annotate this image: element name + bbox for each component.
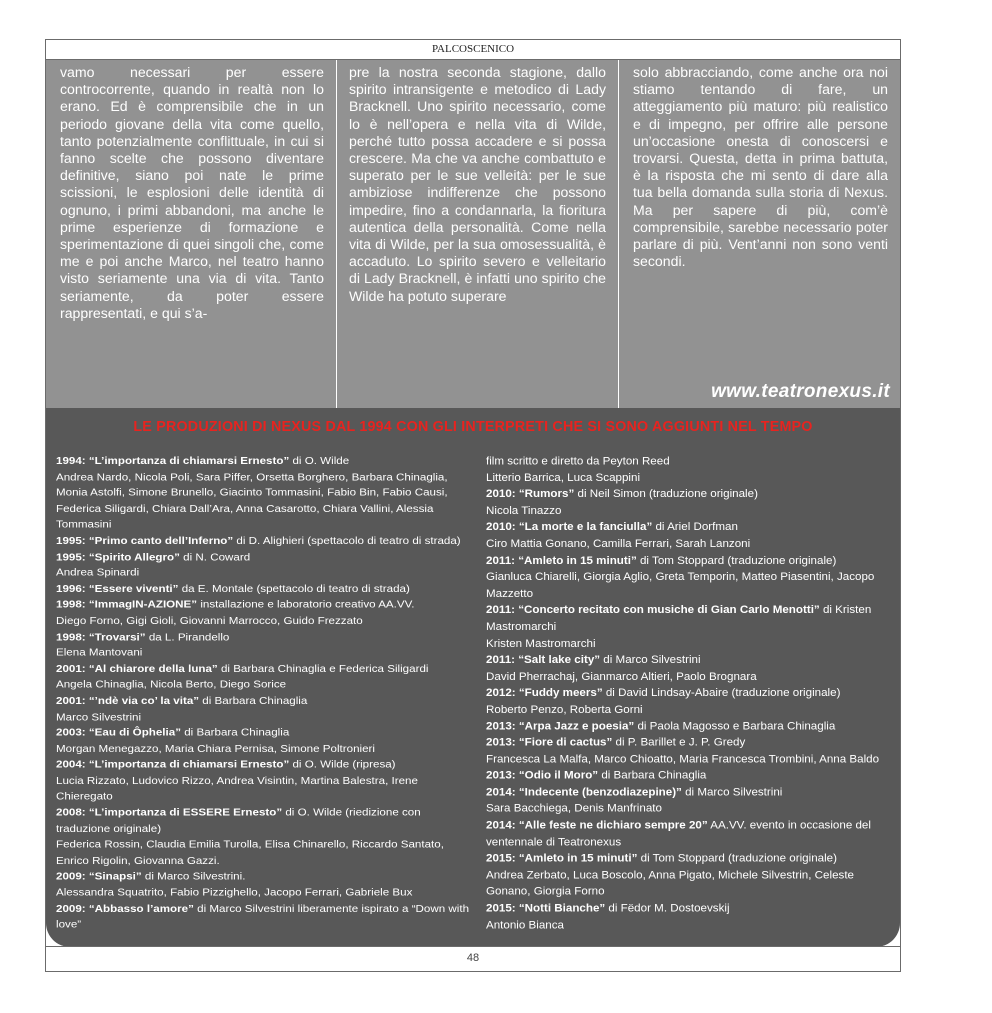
page-number: 48 (46, 946, 900, 971)
production-entry (486, 470, 888, 487)
production-details: Sara Bacchiega, Denis Manfrinato (486, 802, 662, 815)
productions-list-left (56, 453, 476, 933)
production-title: 2014: “Indecente (benzodiazepine)” (486, 786, 682, 799)
production-details: Elena Mantovani (56, 646, 143, 659)
production-title: 2013: “Arpa Jazz e poesia” (486, 719, 635, 733)
website-link[interactable]: www.teatronexus.it (711, 380, 890, 402)
production-details: Antonio Bianca (486, 918, 564, 931)
production-details: Andrea Zerbato, Luca Boscolo, Anna Pigato, Michele Silvestrin, Celeste Gonano, Giorgia Forno (486, 868, 854, 898)
production-details: di Neil Simon (traduzione originale) (574, 488, 758, 501)
production-title: 2013: “Fiore di cactus” (486, 736, 613, 749)
production-details: Nicola Tinazzo (486, 504, 562, 517)
production-entry (486, 652, 888, 669)
production-details: David Pherrachaj, Gianmarco Altieri, Paolo Brognara (486, 670, 757, 683)
production-entry (486, 552, 888, 569)
production-details: di Fëdor M. Dostoevskij (605, 901, 730, 915)
production-details: Roberto Penzo, Roberta Gorni (486, 703, 643, 716)
production-entry (486, 453, 888, 470)
production-title: 2003: “Eau di Ôphelia” (56, 726, 181, 739)
production-details: di Tom Stoppard (traduzione originale) (636, 554, 837, 567)
production-entry (56, 725, 476, 741)
production-entry (56, 629, 476, 645)
production-details: di Ariel Dorfman (652, 521, 738, 534)
production-entry (56, 773, 476, 805)
production-details: di Kristen Mastromarchi (486, 603, 872, 633)
production-title: 1996: “Essere viventi” (56, 582, 179, 595)
production-details: di Marco Silvestrini (681, 786, 783, 799)
production-title: 2008: “L’importanza di ESSERE Ernesto” (56, 806, 283, 819)
production-title: 1995: “Primo canto dell’Inferno” (56, 534, 234, 547)
production-details: Andrea Nardo, Nicola Poli, Sara Piffer, Orsetta Borghero, Barbara Chinaglia, Monia Astolfi, Simone Brunello, Giacinto Tommasini, Fabio Bin, Fabio Causi, Federica Siligardi, Chiara Dall’Ara, Anna Casarotto, Chiara Vallini, Alessia Tommasini (56, 470, 448, 531)
production-details: Kristen Mastromarchi (486, 637, 596, 650)
production-details: di David Lindsay-Abaire (traduzione originale) (602, 686, 841, 699)
production-title: 2004: “L’importanza di chiamarsi Ernesto” (56, 758, 290, 771)
production-entry (486, 536, 888, 553)
production-details: di D. Alighieri (spettacolo di teatro di strada) (233, 534, 461, 547)
article-paragraph: vamo necessari per essere controcorrente, quando in realtà non lo erano. Ed è comprensibile che in un periodo giovane della vita come quello, tanto potenzialmente conflittuale, in cui si fanno scelte che possono diventare definitive, siano poi nate le prime scissioni, le esplosioni delle identità di ognuno, i primi abbandoni, ma anche le prime esperienze di formazione e sperimentazione di quei singoli che, come me e poi anche Marco, nel teatro hanno visto seriamente una via di vita. Tanto seriamente, da poter essere rappresentati, e qui s’a- (60, 64, 324, 321)
production-title: 2012: “Fuddy meers” (486, 686, 603, 699)
production-entry (486, 867, 888, 900)
production-entry (486, 801, 888, 818)
magazine-page (45, 39, 901, 972)
production-details: Alessandra Squatrito, Fabio Pizzighello, Jacopo Ferrari, Gabriele Bux (56, 886, 413, 899)
production-entry (56, 709, 476, 725)
production-details: Lucia Rizzato, Ludovico Rizzo, Andrea Visintin, Martina Balestra, Irene Chieregato (56, 774, 418, 803)
production-details: di N. Coward (179, 550, 251, 563)
production-details: Angela Chinaglia, Nicola Berto, Diego Sorice (56, 678, 287, 691)
productions-section (46, 408, 900, 947)
production-entry (56, 453, 476, 469)
production-entry (486, 768, 888, 785)
production-entry (486, 701, 888, 718)
production-entry (56, 757, 476, 773)
production-details: film scritto e diretto da Peyton Reed (486, 454, 670, 468)
production-details: di P. Barillet e J. P. Gredy (612, 736, 746, 749)
production-details: di Barbara Chinaglia e Federica Siligardi (217, 662, 429, 675)
production-entry (56, 469, 476, 533)
production-entry (56, 805, 476, 837)
production-title: 2011: “Amleto in 15 minuti” (486, 554, 637, 567)
section-header: PALCOSCENICO (46, 40, 900, 60)
article-column-2 (336, 60, 618, 408)
production-details: di Barbara Chinaglia (181, 726, 290, 739)
production-title: 2015: “Amleto in 15 minuti” (486, 852, 638, 865)
production-entry (56, 741, 476, 757)
production-details: installazione e laboratorio creativo AA.VV. (197, 598, 415, 611)
production-details: di Marco Silvestrini. (141, 870, 246, 883)
production-entry (56, 693, 476, 709)
production-entry (56, 885, 476, 901)
production-title: 2013: “Odio il Moro” (486, 769, 599, 782)
production-details: Litterio Barrica, Luca Scappini (486, 471, 641, 484)
productions-title: LE PRODUZIONI DI NEXUS DAL 1994 CON GLI INTERPRETI CHE SI SONO AGGIUNTI NEL TEMPO (133, 419, 813, 435)
production-title: 2009: “Abbasso l’amore” (56, 902, 194, 915)
productions-list-right (486, 453, 888, 933)
production-details: di Marco Silvestrini (600, 653, 701, 666)
production-entry (56, 645, 476, 661)
production-entry (486, 519, 888, 536)
production-details: di O. Wilde (riedizione con traduzione originale) (56, 806, 421, 835)
production-title: 1998: “ImmagIN-AZIONE” (56, 598, 198, 611)
production-details: di Marco Silvestrini liberamente ispirato a “Down with love” (56, 902, 470, 931)
production-details: di O. Wilde (ripresa) (289, 758, 396, 771)
production-title: 1995: “Spirito Allegro” (56, 550, 180, 563)
production-details: Francesca La Malfa, Marco Chioatto, Maria Francesca Trombini, Anna Baldo (486, 752, 880, 766)
production-title: 2011: “Salt lake city” (486, 653, 601, 666)
article-paragraph: solo abbracciando, come anche ora noi stiamo tentando di fare, un atteggiamento più maturo: più realistico e di impegno, per offrire alle persone un’occasione onesta di conoscersi e trovarsi. Questa, detta in prima battuta, è la risposta che mi sento di dare alla tua bella domanda sulla storia di Nexus. Ma per sapere di più, com’è comprensibile, sarebbe necessario poter parlare di più. Vent’anni non sono venti secondi. (633, 64, 888, 270)
production-title: 2009: “Sinapsi” (56, 870, 142, 883)
production-title: 2010: “La morte e la fanciulla” (486, 521, 653, 534)
production-details: da E. Montale (spettacolo di teatro di strada) (178, 582, 410, 595)
production-entry (56, 837, 476, 869)
production-entry (56, 565, 476, 581)
production-details: Diego Forno, Gigi Gioli, Giovanni Marrocco, Guido Frezzato (56, 614, 363, 627)
production-details: di Paola Magosso e Barbara Chinaglia (634, 719, 836, 733)
production-title: 1998: “Trovarsi” (56, 630, 146, 643)
production-entry (486, 569, 888, 602)
production-details: Federica Rossin, Claudia Emilia Turolla, Elisa Chinarello, Riccardo Santato, Enrico Rigolin, Giovanna Gazzi. (56, 838, 444, 867)
production-entry (56, 581, 476, 597)
production-details: di O. Wilde (289, 454, 350, 467)
production-entry (56, 613, 476, 629)
production-details: Marco Silvestrini (56, 710, 142, 723)
production-details: Morgan Menegazzo, Maria Chiara Pernisa, Simone Poltronieri (56, 742, 375, 755)
production-entry (486, 685, 888, 702)
article-column-1 (46, 60, 336, 408)
production-details: Andrea Spinardi (56, 566, 140, 579)
production-title: 2014: “Alle feste ne dichiaro sempre 20” (486, 819, 708, 832)
production-entry (486, 668, 888, 685)
production-entry (56, 549, 476, 565)
production-details: da L. Pirandello (145, 630, 230, 643)
production-entry (486, 486, 888, 503)
article-paragraph: pre la nostra seconda stagione, dallo spirito intransigente e metodico di Lady Bracknell. Uno spirito necessario, come lo è nell’opera e nella vita di Wilde, perché tutto possa accadere e si possa crescere. Ma che va anche combattuto e superato per le sue velleità: per le sue ambiziose indifferenze che possono impedire, fino a condannarla, la fioritura autentica della personalità. Come nella vita di Wilde, per la sua omosessualità, è accaduto. Lo spirito severo e velleitario di Lady Bracknell, è infatti uno spirito che Wilde ha potuto superare (349, 64, 606, 304)
production-details: di Barbara Chinaglia (199, 694, 308, 707)
production-title: 2001: “Al chiarore della luna” (56, 662, 218, 675)
production-entry (486, 917, 888, 934)
production-details: AA.VV. evento in occasione del ventennale di Teatronexus (486, 819, 871, 848)
production-title: 2010: “Rumors” (486, 488, 575, 501)
production-entry (56, 901, 476, 933)
production-entry (486, 635, 888, 652)
article-section (46, 60, 900, 408)
production-details: Ciro Mattia Gonano, Camilla Ferrari, Sarah Lanzoni (486, 537, 751, 550)
production-entry (486, 817, 888, 850)
production-entry (56, 869, 476, 885)
production-title: 1994: “L’importanza di chiamarsi Ernesto” (56, 454, 290, 467)
production-entry (486, 735, 888, 752)
production-entry (56, 677, 476, 693)
production-entry (486, 900, 888, 917)
production-title: 2011: “Concerto recitato con musiche di Gian Carlo Menotti” (486, 603, 820, 617)
production-entry (56, 533, 476, 549)
production-entry (56, 661, 476, 677)
article-column-3 (618, 60, 900, 408)
production-entry (486, 602, 888, 635)
production-details: Gianluca Chiarelli, Giorgia Aglio, Greta Temporin, Matteo Piasentini, Jacopo Mazzetto (486, 570, 875, 600)
production-entry (486, 718, 888, 735)
production-entry (56, 597, 476, 613)
production-details: di Tom Stoppard (traduzione originale) (637, 852, 837, 865)
production-entry (486, 751, 888, 768)
production-title: 2001: “’ndè via co’ la vita” (56, 694, 200, 707)
production-entry (486, 784, 888, 801)
production-entry (486, 503, 888, 520)
production-title: 2015: “Notti Bianche” (486, 901, 606, 915)
production-details: di Barbara Chinaglia (598, 769, 707, 782)
production-entry (486, 850, 888, 867)
